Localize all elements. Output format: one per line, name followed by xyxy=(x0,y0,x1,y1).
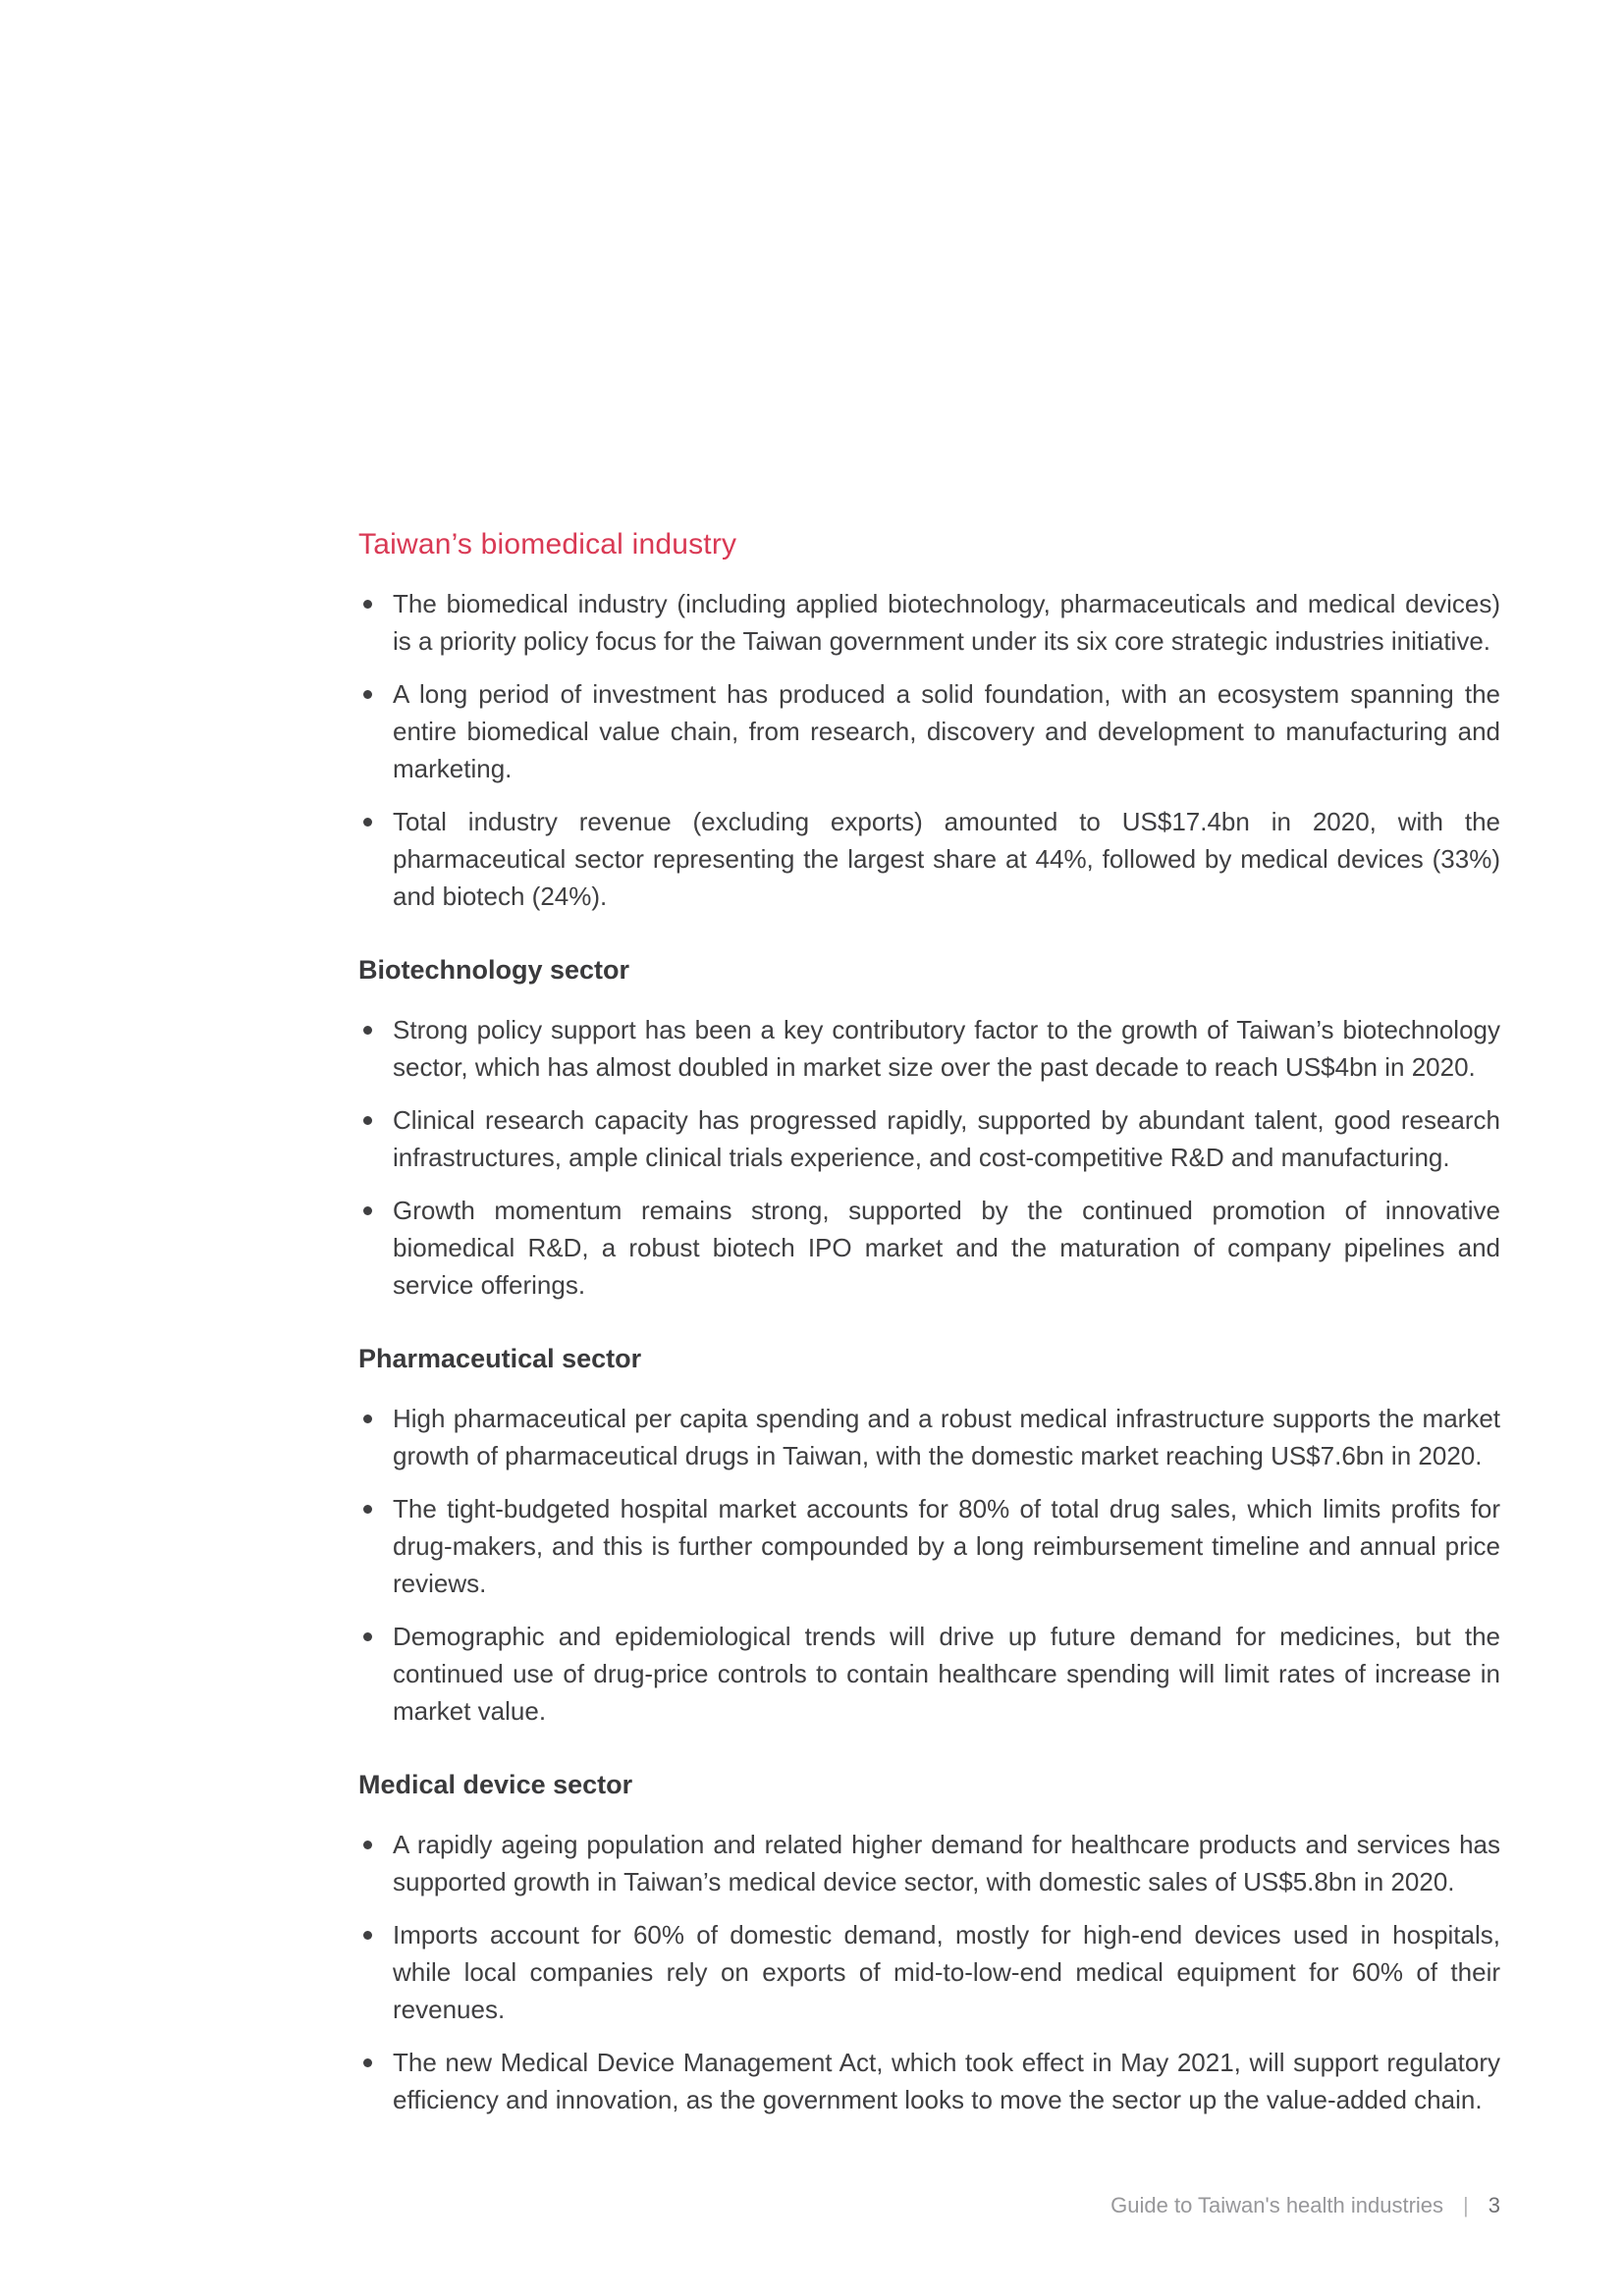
bullet-item xyxy=(358,1101,1500,1176)
section-heading-pharmaceutical: Pharmaceutical sector xyxy=(358,1344,642,1373)
bullet-dot-icon xyxy=(363,690,372,699)
bullet-dot-icon xyxy=(363,1632,372,1641)
bullet-text: Demographic and epidemiological trends will drive up future demand for medicines, but the continued use of drug-price controls to contain healthcare spending will limit rates of increase in market value. xyxy=(393,1622,1500,1726)
bullet-item xyxy=(358,1490,1500,1602)
bullet-text: The biomedical industry (including applied biotechnology, pharmaceuticals and medical devices) is a priority policy focus for the Taiwan government under its six core strategic industries initiative. xyxy=(393,589,1500,656)
bullet-text: A rapidly ageing population and related higher demand for healthcare products and services has supported growth in Taiwan’s medical device sector, with domestic sales of US$5.8bn in 2020. xyxy=(393,1830,1500,1896)
page-content xyxy=(358,528,1500,2134)
bullet-dot-icon xyxy=(363,1206,372,1215)
bullet-dot-icon xyxy=(363,1505,372,1514)
bullet-item xyxy=(358,1916,1500,2028)
page-footer xyxy=(1110,2192,1500,2219)
bullet-item xyxy=(358,585,1500,660)
section-intro xyxy=(358,585,1500,915)
bullet-text: Strong policy support has been a key contributory factor to the growth of Taiwan’s biotechnology sector, which has almost doubled in market size over the past decade to reach US$4bn in 2020. xyxy=(393,1015,1500,1082)
bullet-item xyxy=(358,675,1500,787)
bullet-item xyxy=(358,2044,1500,2118)
bullet-item xyxy=(358,803,1500,915)
page-title: Taiwan’s biomedical industry xyxy=(358,528,737,561)
bullet-dot-icon xyxy=(363,600,372,609)
bullet-dot-icon xyxy=(363,1026,372,1035)
bullet-dot-icon xyxy=(363,1116,372,1125)
bullet-text: High pharmaceutical per capita spending and a robust medical infrastructure supports the market growth of pharmaceutical drugs in Taiwan, with the domestic market reaching US$7.6bn in 2020. xyxy=(393,1404,1500,1470)
bullet-text: The new Medical Device Management Act, which took effect in May 2021, will support regulatory efficiency and innovation, as the government looks to move the sector up the value-added chain. xyxy=(393,2048,1500,2114)
bullet-dot-icon xyxy=(363,818,372,827)
section-medical-device xyxy=(358,1769,1500,2118)
bullet-item xyxy=(358,1192,1500,1304)
footer-separator: | xyxy=(1463,2193,1469,2217)
bullet-list xyxy=(358,1011,1500,1304)
bullet-item xyxy=(358,1826,1500,1900)
bullet-item xyxy=(358,1400,1500,1474)
bullet-dot-icon xyxy=(363,1841,372,1849)
bullet-item xyxy=(358,1011,1500,1086)
section-heading-medical-device: Medical device sector xyxy=(358,1770,633,1799)
bullet-text: Imports account for 60% of domestic demand, mostly for high-end devices used in hospitals, while local companies rely on exports of mid-to-low-end medical equipment for 60% of their revenues. xyxy=(393,1920,1500,2024)
bullet-list xyxy=(358,585,1500,915)
section-biotechnology xyxy=(358,954,1500,1304)
bullet-dot-icon xyxy=(363,1415,372,1423)
footer-document-title: Guide to Taiwan's health industries xyxy=(1110,2193,1444,2217)
bullet-list xyxy=(358,1826,1500,2118)
bullet-text: Clinical research capacity has progressed rapidly, supported by abundant talent, good research infrastructures, ample clinical trials experience, and cost-competitive R&D and manufacturing. xyxy=(393,1105,1500,1172)
section-heading-biotechnology: Biotechnology sector xyxy=(358,955,630,985)
bullet-dot-icon xyxy=(363,1931,372,1940)
bullet-text: Total industry revenue (excluding exports) amounted to US$17.4bn in 2020, with the pharmaceutical sector representing the largest share at 44%, followed by medical devices (33%) and biotech (24%). xyxy=(393,807,1500,911)
bullet-text: The tight-budgeted hospital market accounts for 80% of total drug sales, which limits profits for drug-makers, and this is further compounded by a long reimbursement timeline and annual price reviews. xyxy=(393,1494,1500,1598)
bullet-text: Growth momentum remains strong, supported by the continued promotion of innovative biomedical R&D, a robust biotech IPO market and the maturation of company pipelines and service offerings. xyxy=(393,1196,1500,1300)
bullet-item xyxy=(358,1618,1500,1730)
bullet-text: A long period of investment has produced a solid foundation, with an ecosystem spanning the entire biomedical value chain, from research, discovery and development to manufacturing and marketing. xyxy=(393,679,1500,783)
bullet-list xyxy=(358,1400,1500,1730)
footer-page-number: 3 xyxy=(1488,2193,1500,2217)
section-pharmaceutical xyxy=(358,1343,1500,1730)
bullet-dot-icon xyxy=(363,2058,372,2067)
